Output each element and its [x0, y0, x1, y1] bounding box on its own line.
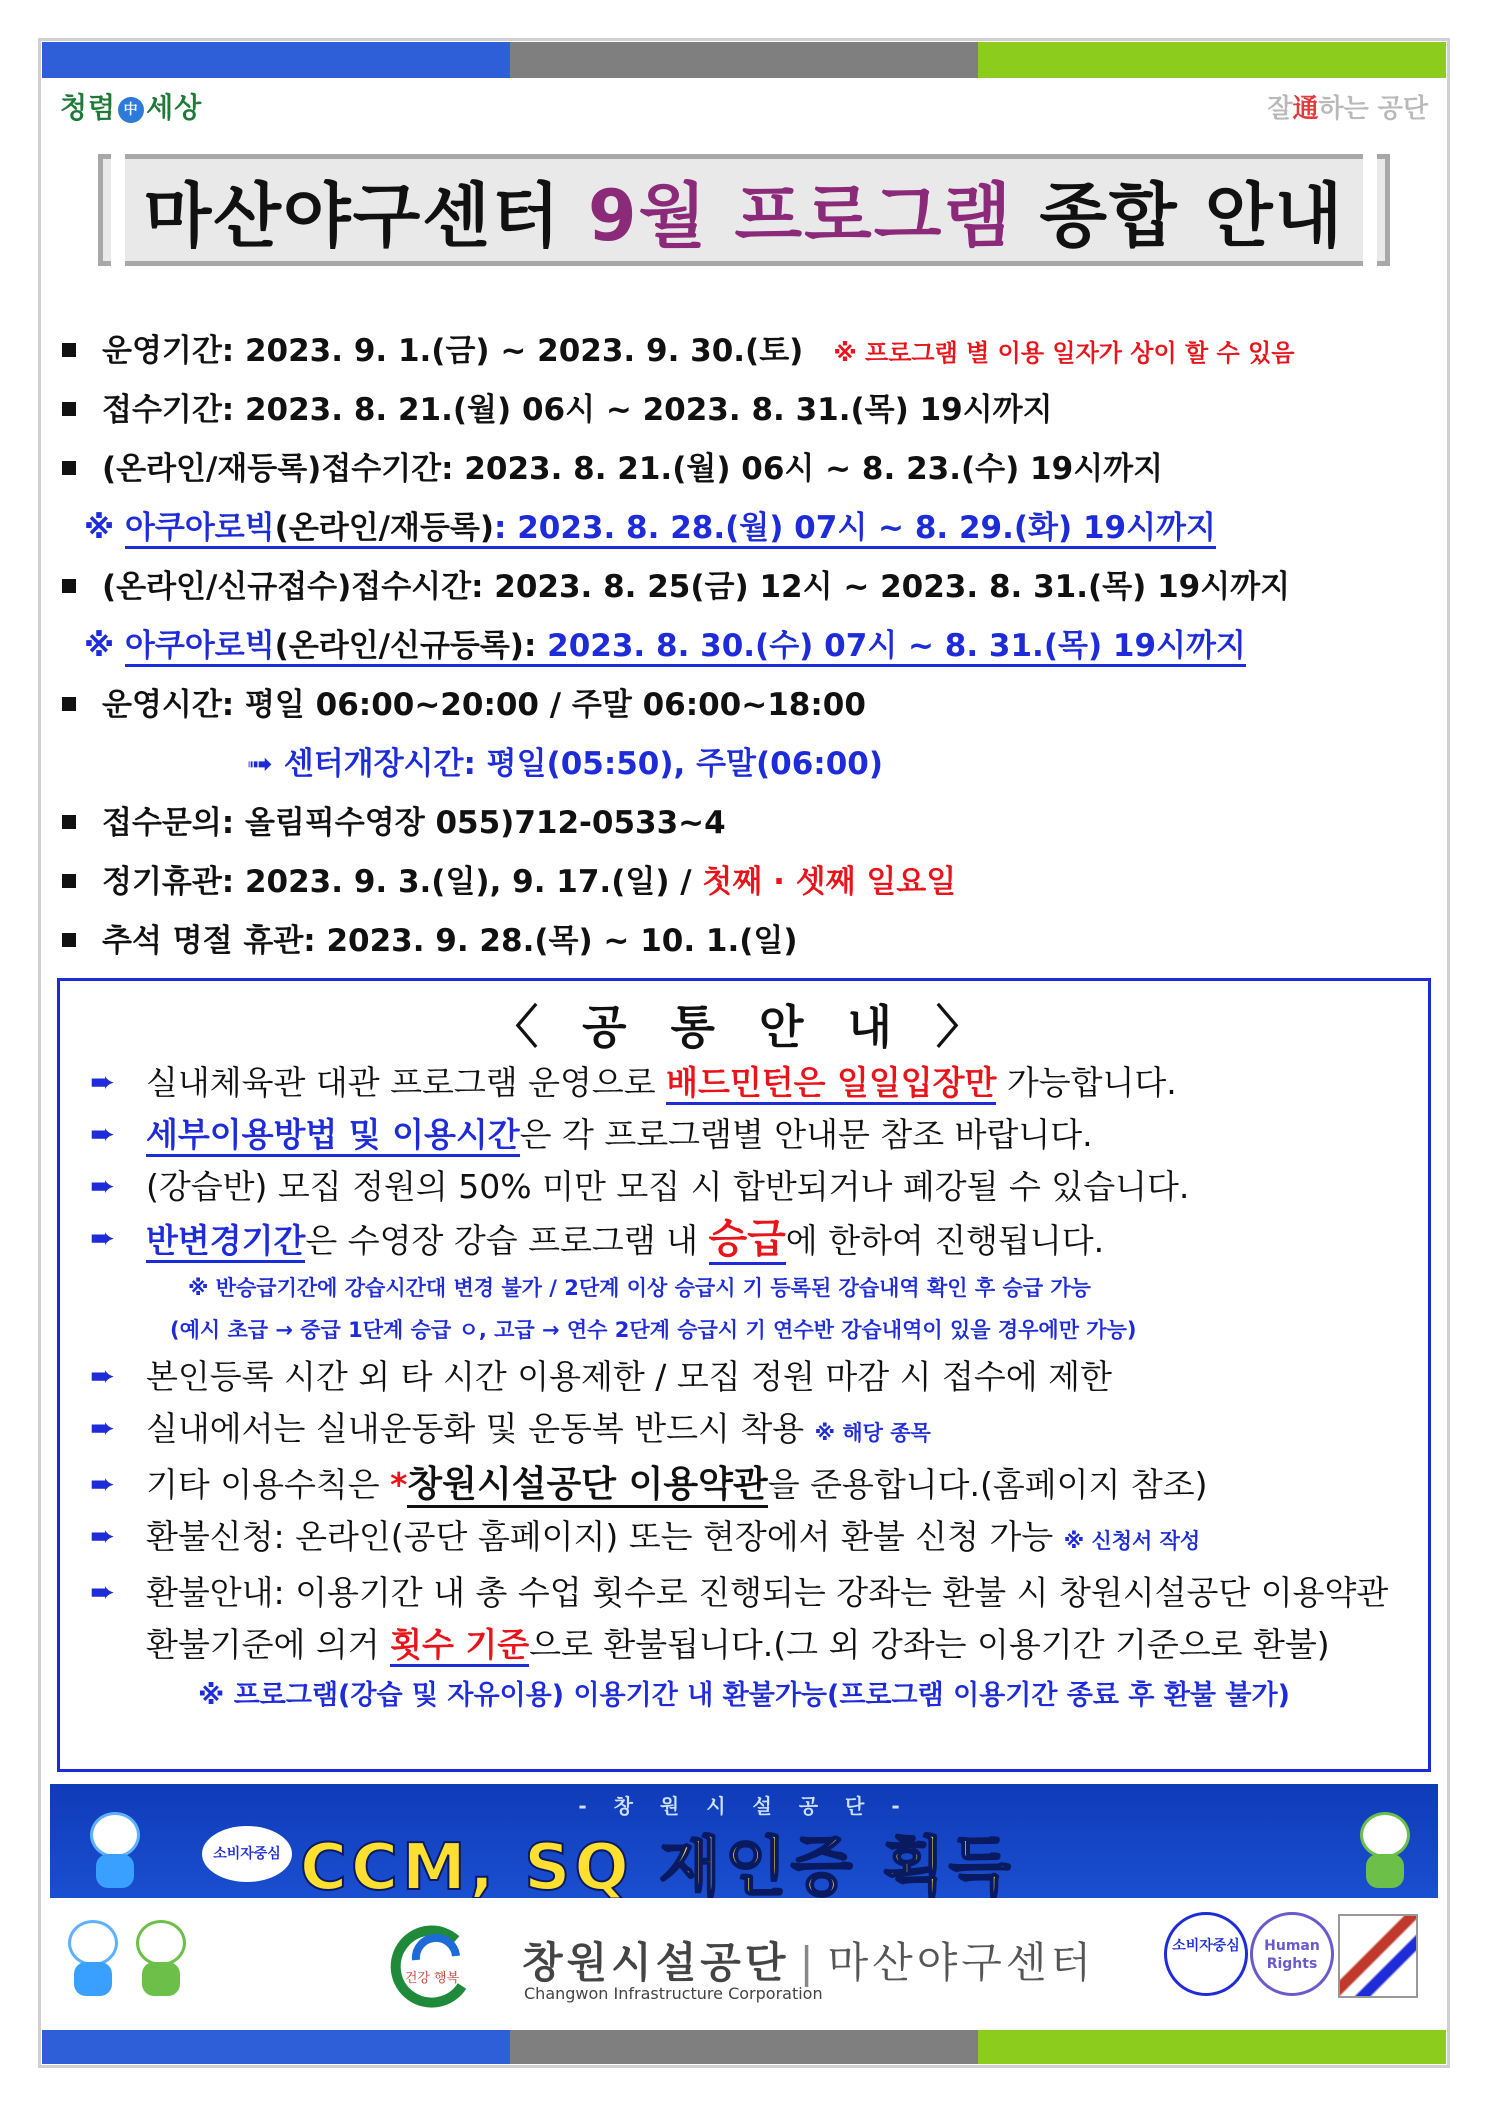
notice-item: ➨ (강습반) 모집 정원의 50% 미만 모집 시 합반되거나 폐강될 수 있습니다.: [60, 1161, 1428, 1213]
arrow-icon: ➨: [90, 1575, 116, 1610]
changwon-logo-icon: [386, 1920, 478, 2012]
ccm-badge-icon: 소비자중심: [202, 1826, 292, 1882]
info-op-period: 운영기간: 2023. 9. 1.(금) ~ 2023. 9. 30.(토) ※ 프로그램 별 이용 일자가 상이 할 수 있음: [62, 330, 1442, 389]
info-inquiry: 접수문의: 올림픽수영장 055)712-0533~4: [62, 802, 1442, 861]
arrow-icon: ➨: [90, 1169, 116, 1204]
mascot-green-icon: [126, 1920, 196, 2000]
info-open-hours: ➟ 센터개장시간: 평일(05:50), 주말(06:00): [247, 746, 884, 782]
sq-cert-icon: [1338, 1914, 1418, 1998]
notice-item: ➨ 기타 이용수칙은 *창원시설공단 이용약관을 준용합니다.(홈페이지 참조): [60, 1459, 1428, 1511]
notice-item: ➨ 실내체육관 대관 프로그램 운영으로 배드민턴은 일일입장만 가능합니다.: [60, 1057, 1428, 1109]
human-rights-cert-icon: Human Rights: [1250, 1912, 1334, 1996]
common-notice-box: [57, 978, 1431, 1772]
info-holiday: 추석 명절 휴관: 2023. 9. 28.(목) ~ 10. 1.(일): [62, 920, 1442, 979]
info-reg-period: 접수기간: 2023. 8. 21.(월) 06시 ~ 2023. 8. 31.(목) 19시까지: [62, 389, 1442, 448]
svg-text:건강 행복: 건강 행복: [404, 1971, 460, 1986]
arrow-icon: ➨: [90, 1359, 116, 1394]
slogan-right: 잘通하는 공단: [1267, 94, 1428, 124]
arrow-icon: ➨: [90, 1411, 116, 1446]
mascot-icon: [80, 1812, 150, 1892]
notice-item: ➨ 환불안내: 이용기간 내 총 수업 횟수로 진행되는 강좌는 환불 시 창원시설공단 이용약관: [60, 1567, 1428, 1619]
info-aqua-new: ※ 아쿠아로빅(온라인/신규등록): 2023. 8. 30.(수) 07시 ~ 8. 31.(목) 19시까지: [62, 625, 1442, 684]
page-title: 마산야구센터 9월 프로그램 종합 안내: [143, 174, 1345, 257]
notice-sub-1: ※ 반승급기간에 강습시간대 변경 불가 / 2단계 이상 승급시 기 등록된 강습내역 확인 후 승급 가능: [188, 1276, 1091, 1300]
title-box: [98, 154, 1390, 266]
top-color-stripe: [42, 42, 1446, 78]
bottom-color-stripe: [42, 2030, 1446, 2064]
ccm-banner: [50, 1784, 1438, 1898]
arrow-icon: ➨: [90, 1065, 116, 1100]
notice-item: ➨ 반변경기간은 수영장 강습 프로그램 내 승급에 한하여 진행됩니다.: [60, 1213, 1428, 1267]
arrow-icon: ➨: [90, 1519, 116, 1554]
notice-item: ➨ 본인등록 시간 외 타 시간 이용제한 / 모집 정원 마감 시 접수에 제한: [60, 1351, 1428, 1403]
info-online-rereg: (온라인/재등록)접수기간: 2023. 8. 21.(월) 06시 ~ 8. 23.(수) 19시까지: [62, 448, 1442, 507]
info-list: [62, 330, 1442, 979]
info-closed: 정기휴관: 2023. 9. 3.(일), 9. 17.(일) / 첫째 · 셋째 일요일: [62, 861, 1442, 920]
notice-item: ➨ 환불신청: 온라인(공단 홈페이지) 또는 현장에서 환불 신청 가능 ※ 신청서 작성: [60, 1511, 1428, 1567]
footer-org-name: 창원시설공단 | 마산야구센터: [522, 1938, 1096, 1987]
banner-headline: CCM, SQ 재인증 획득: [300, 1831, 1015, 1898]
slogan-left: 청렴 中 세상: [60, 91, 203, 124]
info-op-hours: 운영시간: 평일 06:00~20:00 / 주말 06:00~18:00: [62, 684, 1442, 743]
arrow-icon: ➨: [90, 1117, 116, 1152]
ccm-cert-icon: 소비자중심: [1164, 1912, 1248, 1996]
mascot-blue-icon: [58, 1920, 128, 2000]
arrow-icon: ➨: [90, 1221, 116, 1256]
mascot-icon: [1350, 1812, 1420, 1892]
notice-item-cont: 환불기준에 의거 횟수 기준으로 환불됩니다.(그 외 강좌는 이용기간 기준으로 환불): [60, 1619, 1428, 1671]
notice-item: ➨ 실내에서는 실내운동화 및 운동복 반드시 착용 ※ 해당 종목: [60, 1403, 1428, 1459]
info-online-new: (온라인/신규접수)접수시간: 2023. 8. 25(금) 12시 ~ 2023. 8. 31.(목) 19시까지: [62, 566, 1442, 625]
notice-refund-note: ※ 프로그램(강습 및 자유이용) 이용기간 내 환불가능(프로그램 이용기간 종료 후 환불 불가): [198, 1680, 1290, 1711]
info-aqua-rereg: ※ 아쿠아로빅(온라인/재등록): 2023. 8. 28.(월) 07시 ~ 8. 29.(화) 19시까지: [62, 507, 1442, 566]
banner-subtitle: - 창 원 시 설 공 단 -: [578, 1794, 910, 1818]
notice-item: ➨ 세부이용방법 및 이용시간은 각 프로그램별 안내문 참조 바랍니다.: [60, 1109, 1428, 1161]
footer-org-english: Changwon Infrastructure Corporation: [524, 1984, 823, 2003]
common-notice-title: 〈 공 통 안 내 〉: [492, 1000, 996, 1054]
notice-sub-2: (예시 초급 → 중급 1단계 승급 ㅇ, 고급 → 연수 2단계 승급시 기 연수반 강습내역이 있을 경우에만 가능): [170, 1318, 1137, 1342]
arrow-icon: ➨: [90, 1467, 116, 1502]
